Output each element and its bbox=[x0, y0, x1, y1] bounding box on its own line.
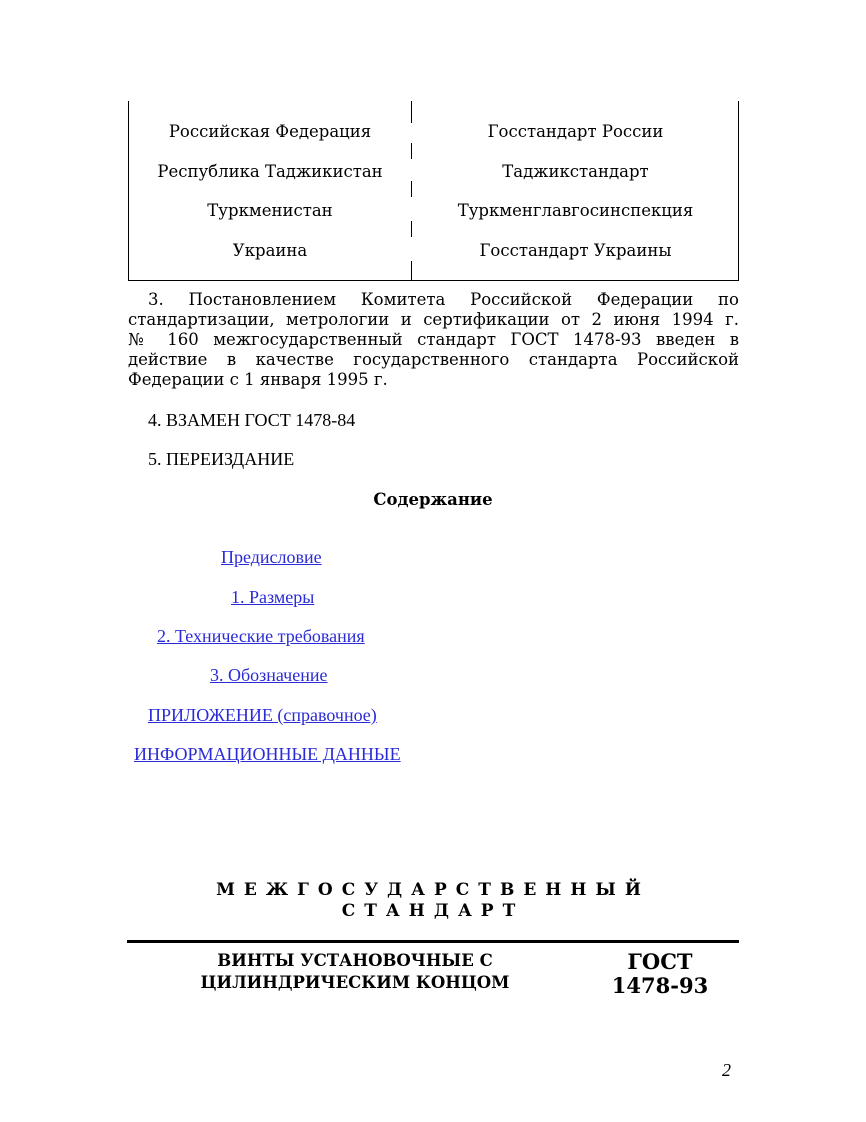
toc-link-designation[interactable]: 3. Обозначение bbox=[210, 665, 328, 685]
table-col-divider bbox=[411, 181, 412, 197]
gost-designation bbox=[600, 950, 720, 998]
page-number: 2 bbox=[722, 1060, 731, 1080]
standard-type-line1: МЕЖГОСУДАРСТВЕННЫЙ bbox=[216, 880, 650, 900]
item-4: 4. ВЗАМЕН ГОСТ 1478-84 bbox=[148, 410, 356, 430]
toc-link-appendix[interactable]: ПРИЛОЖЕНИЕ (справочное) bbox=[148, 705, 377, 725]
table-cell-agency: Таджикстандарт bbox=[502, 162, 649, 181]
header-rule bbox=[127, 940, 739, 943]
table-cell-agency: Госстандарт России bbox=[487, 122, 664, 141]
table-cell-country: Туркменистан bbox=[207, 201, 333, 220]
toc-link-dimensions[interactable]: 1. Размеры bbox=[231, 587, 315, 607]
table-cell-agency: Туркменглавгосинспекция bbox=[457, 201, 694, 220]
table-cell-country: Российская Федерация bbox=[168, 122, 372, 141]
paragraph-3 bbox=[128, 290, 739, 390]
standard-title-line: ЦИЛИНДРИЧЕСКИМ КОНЦОМ bbox=[200, 973, 510, 992]
standard-type-line2: СТАНДАРТ bbox=[341, 901, 525, 921]
table-cell-agency: Госстандарт Украины bbox=[479, 241, 672, 260]
table-col-divider bbox=[411, 261, 412, 281]
paragraph-line: стандартизации, метрологии и сертификации от 2 июня 1994 г. bbox=[128, 310, 739, 329]
gost-number: 1478-93 bbox=[611, 973, 709, 998]
table-col-divider bbox=[411, 101, 412, 123]
paragraph-line: № 160 межгосударственный стандарт ГОСТ 1478-93 введен в bbox=[128, 330, 739, 349]
contents-heading: Содержание bbox=[373, 490, 493, 509]
table-cell-country: Республика Таджикистан bbox=[157, 162, 383, 181]
toc-link-foreword[interactable]: Предисловие bbox=[221, 547, 322, 567]
item-5: 5. ПЕРЕИЗДАНИЕ bbox=[148, 449, 295, 469]
paragraph-line: 3. Постановлением Комитета Российской Федерации по bbox=[148, 290, 739, 309]
member-states-table bbox=[128, 101, 739, 281]
table-col-divider bbox=[411, 143, 412, 159]
gost-label: ГОСТ bbox=[627, 949, 693, 974]
standard-title-line: ВИНТЫ УСТАНОВОЧНЫЕ С bbox=[217, 951, 493, 970]
standard-title bbox=[150, 950, 560, 994]
paragraph-line: действие в качестве государственного стандарта Российской bbox=[128, 350, 739, 369]
paragraph-line: Федерации с 1 января 1995 г. bbox=[128, 370, 388, 389]
table-col-divider bbox=[411, 221, 412, 237]
table-bottom-border bbox=[128, 280, 739, 281]
toc-link-information-data[interactable]: ИНФОРМАЦИОННЫЕ ДАННЫЕ bbox=[134, 744, 401, 764]
table-cell-country: Украина bbox=[232, 241, 308, 260]
toc-link-technical-requirements[interactable]: 2. Технические требования bbox=[157, 626, 365, 646]
